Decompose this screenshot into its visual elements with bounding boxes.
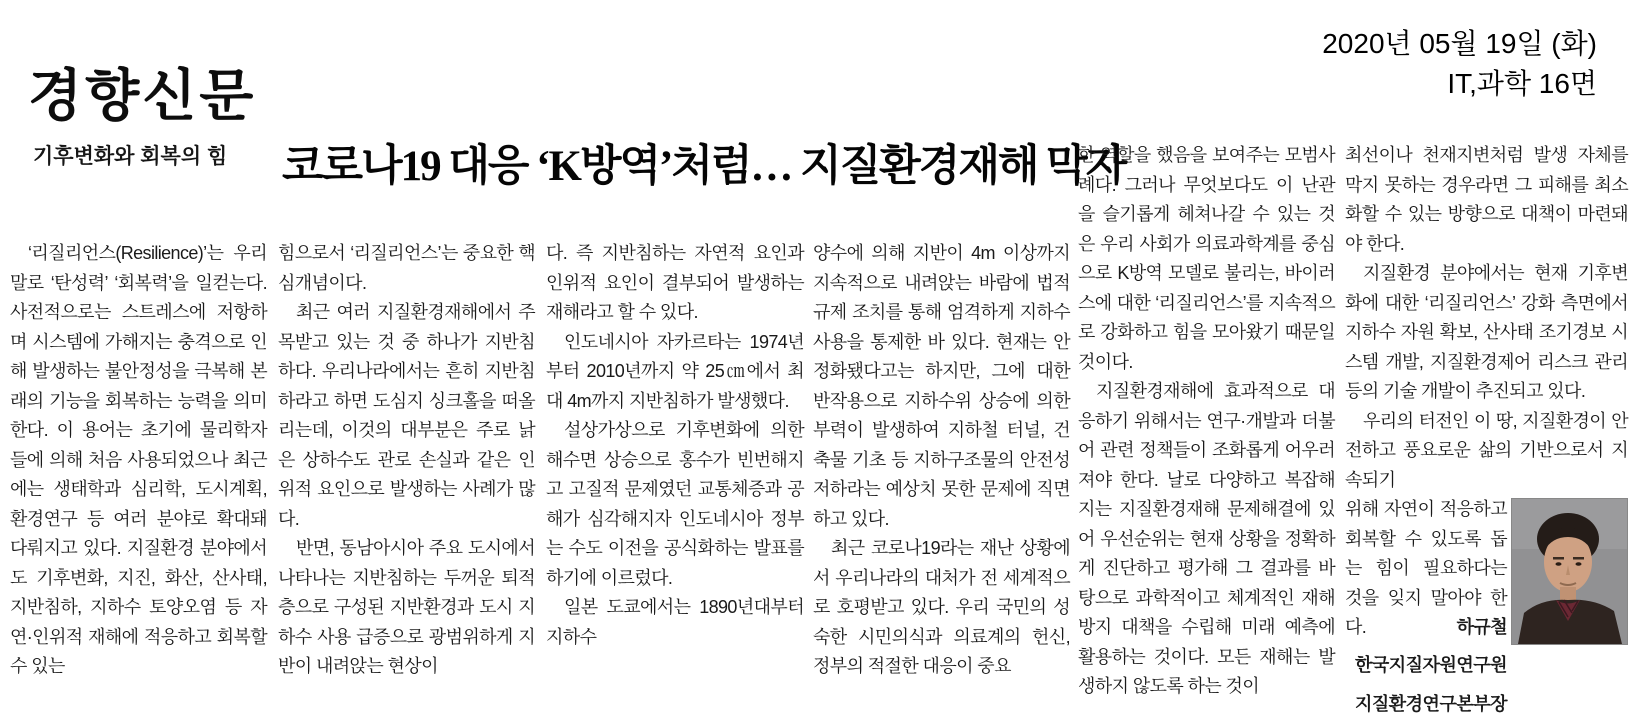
paragraph: 우리의 터전인 이 땅, 지질환경이 안전하고 풍요로운 삶의 기반으로서 지속되기 xyxy=(1345,410,1628,490)
dateline xyxy=(1322,24,1597,104)
paragraph-text: 위해 자연이 적응하고 회복할 수 있도록 돕는 힘이 필요하다는 것을 잊지 말아야 한다. xyxy=(1345,499,1507,637)
paragraph: 일본 도쿄에서는 1890년대부터 지하수 xyxy=(546,597,804,647)
author-portrait-photo xyxy=(1511,498,1628,645)
paragraph: ‘리질리언스(Resilience)’는 우리말로 ‘탄성력’ ‘회복력’을 일컫는다. 사전적으로는 스트레스에 저항하며 시스템에 가해지는 충격으로 인해 발생하는 불안정성을 극복해 본래의 기능을 회복하는 능력을 의미한다. 이 용어는 초기에 물리학자들에 의해 처음 사용되었으나 최근에는 생태학과 심리학, 도시계획, 환경연구 등 여러 분야로 확대돼 다뤄지고 있다. 지질환경 분야에서도 기후변화, 지진, 화산, 산사태, 지반침하, 지하수 토양오염 등 자연·인위적 재해에 적응하고 회복할 수 있는 xyxy=(10,243,267,676)
paragraph: 다. 즉 지반침하는 자연적 요인과 인위적 요인이 결부되어 발생하는 재해라고 할 수 있다. xyxy=(546,243,804,322)
section-page: IT,과학 16면 xyxy=(1447,68,1597,99)
paragraph: 설상가상으로 기후변화에 의한 해수면 상승으로 홍수가 빈번해지고 고질적 문제였던 교통체증과 공해가 심각해지자 인도네시아 정부는 수도 이전을 공식화하는 발표를 하기에 이르렀다. xyxy=(546,420,804,588)
portrait-illustration xyxy=(1512,499,1627,644)
paragraph: 지질환경재해에 효과적으로 대응하기 위해서는 연구·개발과 더불어 관련 정책들이 조화롭게 어우러져야 한다. 날로 다양하고 복잡해지는 지질환경재해 문제해결에 있어 우선순위는 현재 상황을 정확하게 진단하고 평가해 그 결과를 바탕으로 과학적이고 체계적인 재해 방지 대책을 수립해 미래 예측에 활용하는 것이다. 모든 재해는 발생하지 않도록 하는 것이 xyxy=(1078,381,1335,696)
body-column-4 xyxy=(813,239,1070,682)
body-column-2 xyxy=(278,239,535,682)
paragraph: 최근 코로나19라는 재난 상황에서 우리나라의 대처가 전 세계적으로 호평받고 있다. 우리 국민의 성숙한 시민의식과 의료계의 헌신, 정부의 적절한 대응이 중요 xyxy=(813,538,1070,676)
body-column-1 xyxy=(10,239,267,682)
paragraph: 최근 여러 지질환경재해에서 주목받고 있는 것 중 하나가 지반침하다. 우리나라에서는 흔히 지반침하라고 하면 도심지 싱크홀을 떠올리는데, 이것의 대부분은 주로 낡은 상하수도 관로 손실과 같은 인위적 요인으로 발생하는 사례가 많다. xyxy=(278,302,535,529)
publication-date: 2020년 05월 19일 (화) xyxy=(1322,28,1597,59)
author-organization: 한국지질자원연구원 xyxy=(1355,654,1507,675)
paragraph: 최선이나 천재지변처럼 발생 자체를 막지 못하는 경우라면 그 피해를 최소화할 수 있는 방향으로 대책이 마련돼야 한다. xyxy=(1345,145,1628,254)
newspaper-logo: 경향신문 xyxy=(28,63,257,129)
body-column-6 xyxy=(1345,141,1628,720)
paragraph: 힘으로서 ‘리질리언스’는 중요한 핵심개념이다. xyxy=(278,243,535,293)
paragraph xyxy=(1345,495,1507,643)
paragraph: 인도네시아 자카르타는 1974년부터 2010년까지 약 25㎝에서 최대 4m까지 지반침하가 발생했다. xyxy=(546,331,804,411)
article-headline: 코로나19 대응 ‘K방역’처럼… 지질환경재해 막자 xyxy=(282,143,1126,190)
column-end-with-photo xyxy=(1345,495,1628,720)
paragraph: 반면, 동남아시아 주요 도시에서 나타나는 지반침하는 두꺼운 퇴적층으로 구성된 지반환경과 도시 지하수 사용 급증으로 광범위하게 지반이 내려앉는 현상이 xyxy=(278,538,535,676)
paragraph: 양수에 의해 지반이 4m 이상까지 지속적으로 내려앉는 바람에 법적 규제 조치를 통해 엄격하게 지하수 사용을 통제한 바 있다. 현재는 안정화됐다고는 하지만, 그에 대한 반작용으로 지하수위 상승에 의한 부력이 발생하여 지하철 터널, 건축물 기초 등 지하구조물의 안전성 저하라는 예상치 못한 문제에 직면하고 있다. xyxy=(813,243,1070,529)
author-name: 하규철 xyxy=(1456,617,1507,637)
wrapped-text-block xyxy=(1345,495,1507,720)
series-title: 기후변화와 회복의 힘 xyxy=(33,145,228,168)
body-column-3 xyxy=(546,239,804,652)
paragraph: 한 역할을 했음을 보여주는 모범사례다. 그러나 무엇보다도 이 난관을 슬기롭게 헤쳐나갈 수 있는 것은 우리 사회가 의료과학계를 중심으로 K방역 모델로 불리는, 바이러스에 대한 ‘리질리언스’를 지속적으로 강화하고 힘을 모아왔기 때문일 것이다. xyxy=(1078,145,1335,372)
paragraph: 지질환경 분야에서는 현재 기후변화에 대한 ‘리질리언스’ 강화 측면에서 지하수 자원 확보, 산사태 조기경보 시스템 개발, 지질환경제어 리스크 관리 등의 기술 개발이 추진되고 있다. xyxy=(1345,263,1628,401)
body-column-5 xyxy=(1078,141,1335,702)
author-job-title: 지질환경연구본부장 xyxy=(1355,694,1507,714)
